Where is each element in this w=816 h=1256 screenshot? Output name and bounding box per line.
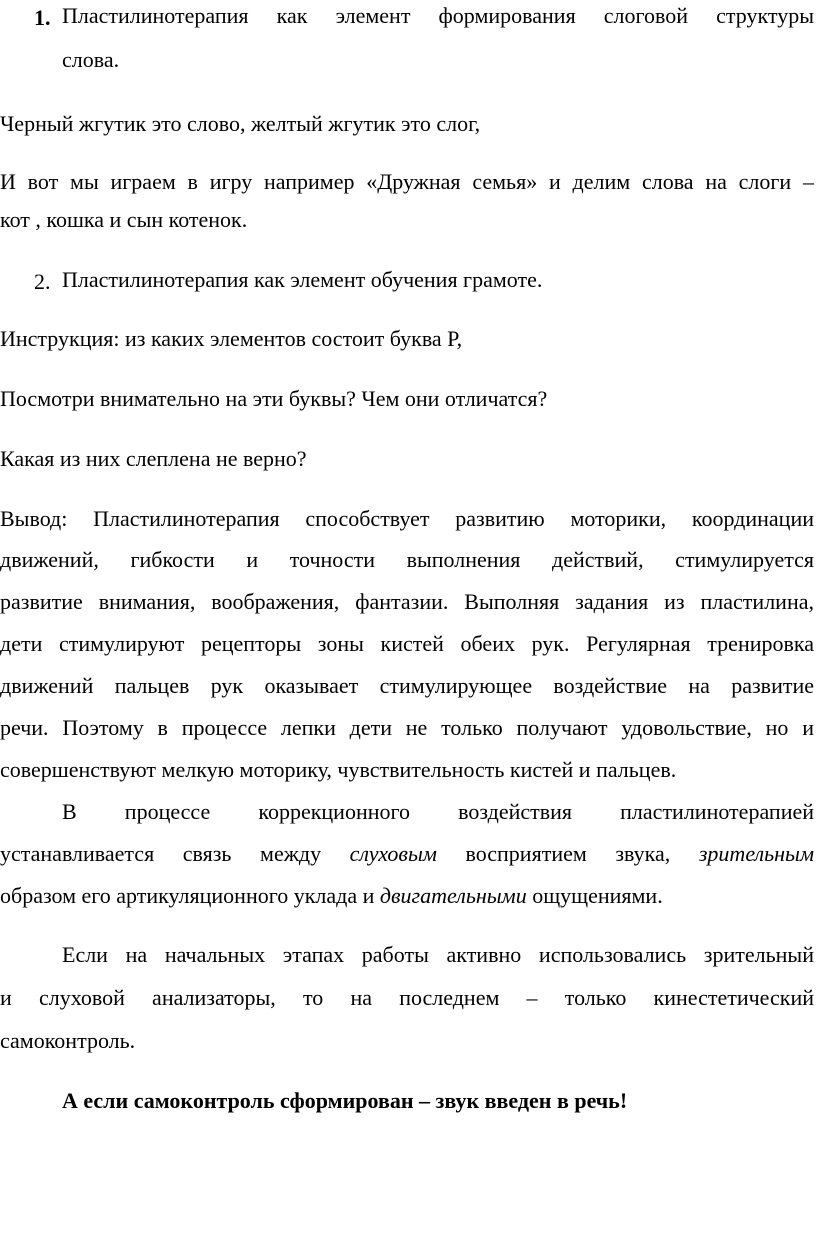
correction-text: восприятием звука, (465, 841, 671, 866)
instruction-text: Инструкция: из каких элементов состоит буква Р, (0, 326, 463, 351)
item-2-heading: Пластилинотерапия как элемент обучения грамоте. (62, 267, 543, 292)
conclusion-line-1: Вывод: Пластилинотерапия способствует развитию моторики, координации (0, 506, 814, 531)
conclusion-line-6: речи. Поэтому в процессе лепки дети не только получают удовольствие, но и (0, 715, 814, 740)
correction-text: образом его артикуляционного уклада и (0, 883, 375, 908)
final-statement: А если самоконтроль сформирован – звук введен в речь! (62, 1088, 628, 1113)
item-1-heading-line-2: слова. (62, 47, 120, 72)
look-question: Посмотри внимательно на эти буквы? Чем они отличатся? (0, 386, 548, 411)
paragraph-zhgutik: Черный жгутик это слово, желтый жгутик это слог, (0, 111, 481, 136)
paragraph-game-line-2: кот , кошка и сын котенок. (0, 207, 248, 232)
item-1-number: 1. (34, 5, 51, 30)
correction-text: устанавливается связь между (0, 841, 322, 866)
conclusion-line-4: дети стимулируют рецепторы зоны кистей обеих рук. Регулярная тренировка (0, 631, 814, 656)
item-2-number: 2. (34, 269, 51, 294)
correction-line-1: В процессе коррекционного воздействия пластилинотерапией (62, 799, 814, 824)
conclusion-line-3: развитие внимания, воображения, фантазии. Выполняя задания из пластилина, (0, 589, 814, 614)
correction-italic-motor: двигательными (379, 883, 527, 908)
correction-line-3 (0, 885, 663, 907)
item-1-heading-line-1: Пластилинотерапия как элемент формирования слоговой структуры (62, 3, 814, 28)
which-question: Какая из них слеплена не верно? (0, 446, 307, 471)
conclusion-line-2: движений, гибкости и точности выполнения действий, стимулируется (0, 547, 814, 572)
paragraph-game-line-1: И вот мы играем в игру например «Дружная семья» и делим слова на слоги – (0, 169, 814, 194)
conclusion-line-7: совершенствуют мелкую моторику, чувствительность кистей и пальцев. (0, 757, 677, 782)
correction-italic-visual: зрительным (698, 841, 814, 866)
stages-line-1: Если на начальных этапах работы активно использовались зрительный (62, 942, 814, 967)
correction-text: ощущениями. (532, 883, 663, 908)
stages-line-2: и слуховой анализаторы, то на последнем – только кинестетический (0, 985, 814, 1010)
conclusion-line-5: движений пальцев рук оказывает стимулирующее воздействие на развитие (0, 673, 814, 698)
stages-line-3: самоконтроль. (0, 1028, 136, 1053)
correction-italic-auditory: слуховым (349, 841, 437, 866)
correction-line-2 (0, 843, 814, 865)
